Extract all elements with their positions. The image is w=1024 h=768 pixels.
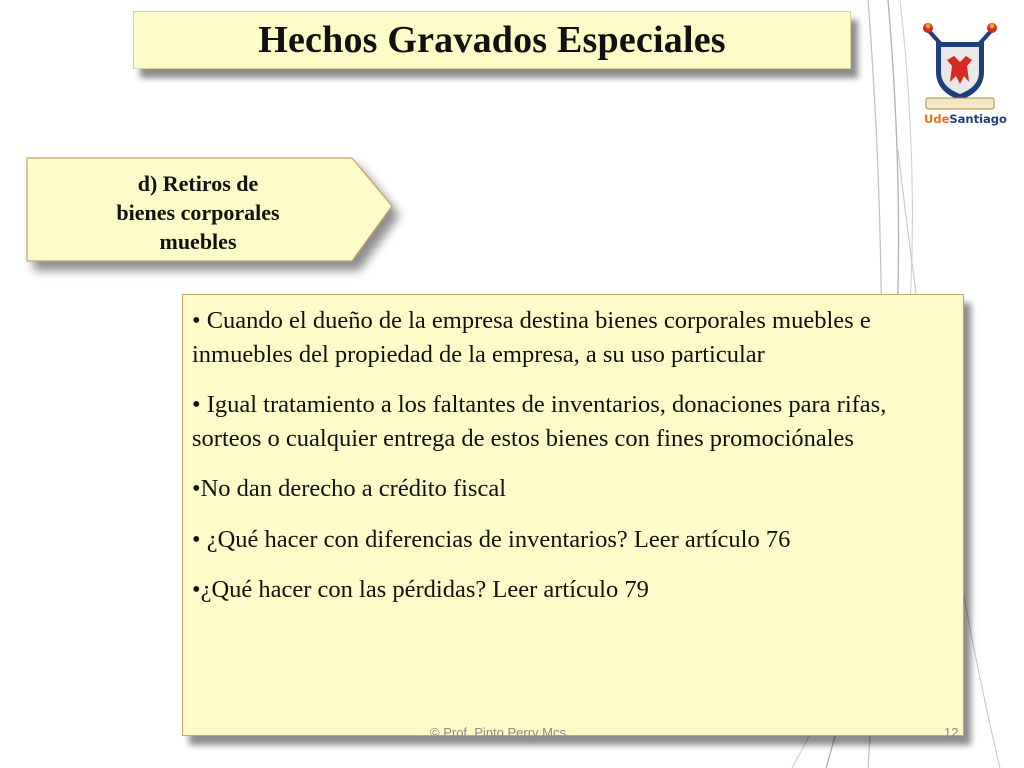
section-label-line: muebles (159, 229, 237, 254)
footer-page-number: 12 (944, 725, 959, 740)
content-box (182, 294, 964, 736)
bullet-item: •No dan derecho a crédito fiscal (192, 475, 507, 502)
bullet-list (183, 295, 963, 607)
bullet-item: •¿Qué hacer con las pérdidas? Leer artículo 79 (192, 576, 649, 603)
slide-title: Hechos Gravados Especiales (258, 19, 726, 61)
bullet-item: • Cuando el dueño de la empresa destina bienes corporales muebles e inmuebles del propiedad de la empresa, a su uso particular (192, 307, 871, 368)
section-label-line: bienes corporales (116, 200, 280, 225)
footer-author: © Prof. Pinto Perry Mcs. (430, 725, 570, 740)
university-name-part2: Santiago (949, 112, 1007, 126)
section-label (80, 169, 316, 256)
university-name (924, 112, 1007, 126)
university-crest-icon (920, 20, 1000, 115)
section-label-line: d) Retiros de (137, 171, 259, 196)
bullet-item: • Igual tratamiento a los faltantes de inventarios, donaciones para rifas, sorteos o cualquier entrega de estos bienes con fines promociónales (192, 391, 887, 452)
title-banner (133, 11, 851, 69)
university-name-part1: Ude (924, 112, 950, 126)
bullet-item: • ¿Qué hacer con diferencias de inventarios? Leer artículo 76 (192, 525, 791, 553)
